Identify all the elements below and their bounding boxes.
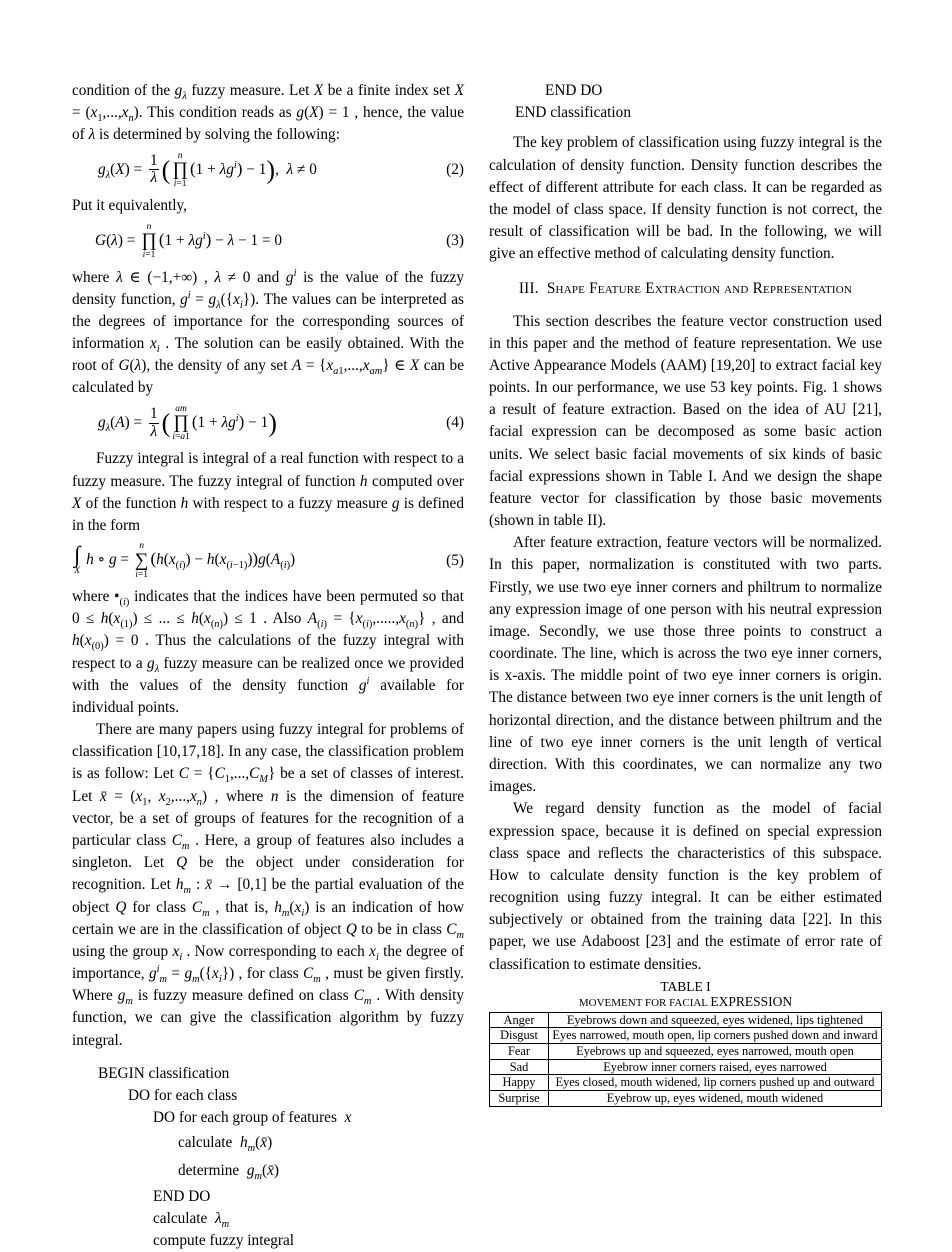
- section-heading-shape-feature: III. Shape Feature Extraction and Representation: [518, 280, 853, 298]
- paragraph-normalization: After feature extraction, feature vectors will be normalized. In this paper, normalization is constituted with two parts. Firstly, we use two eye inner corners and philtrum to normalize any expression image of one person with his neutral expression image. Secondly, we use those three points to construct a coordinate. The line, which is across the two eye inner corners, is x-axis. The middle point of two eye inner corners is origin. The distance between two eye inner corners is the unit length of horizontal direction, and the distance between philtrum and the line of two eye inner corners is the unit length of vertical direction. With this coordinates, we can normalize any two images.: [489, 534, 882, 796]
- paragraph-density-model: We regard density function as the model of facial expression space, because it is defined on special expression class space and reflects the characteristics of this subspace. How to calculate density function is the key problem of recognition using fuzzy integral. It can be either estimated subjectively or obtained from the training data [22]. In this paper, we use Adaboost [23] and the estimate of error rate of classification to estimate densities.: [489, 800, 882, 973]
- code-line-do-each-class: DO for each class: [128, 1086, 238, 1104]
- equation-4-number: (4): [446, 413, 464, 431]
- code-line-do-each-group: DO for each group of features x: [153, 1109, 352, 1127]
- pseudocode-continuation: [489, 80, 882, 124]
- cell-expression: Sad: [490, 1059, 549, 1075]
- paragraph-density-function: where λ ∈ (−1,+∞) , λ ≠ 0 and $g^i$ is the value of the fuzzy density function, $g^i = g_\lambda(\{x_i\})$. The values can be interpreted as the degrees of importance for the corresponding sources of information $x_i$ . The solution can be easily obtained. With the root of G(λ), the density of any set $A = \{x_{a1},...,x_{am}\}$ ∈ X can be calculated by: [72, 267, 464, 397]
- table1-caption-small: MOVEMENT FOR FACIAL: [578, 997, 708, 1010]
- paragraph-permuted-indices: where $•_{(i)}$ indicates that the indices have been permuted so that $0 \le h(x_{(1)})$ ≤ ... ≤ $h(x_{(n)}) \le 1$ . Also $A_{(i)} = \{x_{(i)},.....,x_{(n)}\}$ , and $h(x_{(0)}) = 0$ . Thus the calculations of the fuzzy integral with respect to a $g_\lambda$ fuzzy measure can be realized once we provided with the values of the density function $g^i$ available for individual points.: [72, 588, 465, 716]
- paragraph-key-problem: The key problem of classification using fuzzy integral is the calculation of density function. Density function describes the effect of different attribute for each class. It can be regarded as the model of class space. If density function is not correct, the result of classification will be bad. In the following, we will give an effective method of calculating density function.: [489, 134, 882, 263]
- cell-expression: Happy: [490, 1075, 549, 1091]
- cell-expression: Disgust: [490, 1028, 549, 1044]
- paragraph-classification-problem: There are many papers using fuzzy integral for problems of classification [10,17,18]. In any case, the classification problem is as follow: Let $C = \{C_1,...,C_M\}$ be a set of classes of interest. Let x̄ = ($x_1$, $x_2,...,x_n$) , where n is the dimension of feature vector, be a set of groups of features for the recognition of a particular class $C_m$ . Here, a group of features also includes a singleton. Let Q be the object under consideration for recognition. Let $h_m$ : x̄ → [0,1] be the partial evaluation of the object Q for class $C_m$ , that is, $h_m(x_i)$ is an indication of how certain we are in the classification of object Q to be in class $C_m$ using the group $x_i$ . Now corresponding to each $x_i$ the degree of importance, $g^i_m = g_m(\{x_i\})$ , for class $C_m$ , must be given firstly. Where $g_m$ is fuzzy measure defined on class $C_m$ . With density function, we can give the classification algorithm by fuzzy integral.: [72, 721, 465, 1049]
- equation-5-number: (5): [446, 551, 464, 569]
- cell-expression: Anger: [490, 1012, 549, 1028]
- equation-3: [72, 222, 464, 261]
- paragraph-feature-vector-construction: This section describes the feature vector construction used in this paper and the method of feature representation. We use Active Appearance Models (AAM) [19,20] to extract facial key points. In our performance, we use 53 key points. Fig. 1 shows a result of feature extraction. Based on the idea of AU [21], facial expression can be decomposed as some basic action units. We select basic facial movements of six kinds of basic facial expressions shown in Table I. And we design the shape feature vector for classification by those basic movements (shown in table II).: [489, 312, 882, 530]
- table-row-fear: [490, 1044, 882, 1060]
- equation-2: [72, 151, 464, 190]
- equation-5-body: ∫ X h ∘ g = n ∑ i=1 $(h(x_{(i)}) - h(x_{(i-1)}))g(A_{(i)})$: [74, 541, 296, 580]
- equation-3-number: (3): [446, 231, 464, 249]
- cell-expression: Surprise: [490, 1090, 549, 1106]
- cell-movement: Eyebrow up, eyes widened, mouth widened: [549, 1090, 882, 1106]
- cell-expression: Fear: [490, 1044, 549, 1060]
- cell-movement: Eyebrows up and squeezed, eyes narrowed, mouth open: [549, 1044, 882, 1060]
- equation-4: [72, 404, 464, 443]
- paragraph-fuzzy-measure-condition: condition of the $g_\lambda$ fuzzy measure. Let X be a finite index set $X = (x_1,...,x_n)$. This condition reads as g(X) = 1 , hence, the value of λ is determined by solving the following:: [72, 82, 465, 144]
- cell-movement: Eyes closed, mouth widened, lip corners pushed up and outward: [549, 1075, 882, 1091]
- equation-5: [72, 541, 464, 580]
- cell-movement: Eyebrow inner corners raised, eyes narrowed: [549, 1059, 882, 1075]
- table-row-surprise: [490, 1090, 882, 1106]
- equation-2-number: (2): [446, 160, 464, 178]
- table-row-happy: [490, 1075, 882, 1091]
- code-line-calculate-hm: calculate $h_m(x̄)$: [178, 1134, 273, 1155]
- left-column: [72, 80, 464, 1252]
- equation-2-body: $g_\lambda(X)$ = $\frac{1}{\lambda}$ ( n ∏ i=1 $(1 + \lambda g^i) - 1$), λ ≠ 0: [98, 150, 317, 189]
- code-line-determine-gm: determine $g_m(x̄)$: [178, 1162, 279, 1183]
- paragraph-fuzzy-integral-definition: Fuzzy integral is integral of a real function with respect to a fuzzy measure. The fuzzy integral of function h computed over X of the function h with respect to a fuzzy measure g is defined in the form: [72, 450, 464, 534]
- table1-caption-title: [489, 994, 882, 1010]
- code-line-end-do: END DO: [153, 1187, 211, 1205]
- pseudocode-block: [72, 1063, 464, 1252]
- code-line-end-classification: END classification: [515, 104, 631, 122]
- table-row-anger: [490, 1012, 882, 1028]
- cell-movement: Eyes narrowed, mouth open, lip corners pushed down and inward: [549, 1028, 882, 1044]
- table-row-sad: [490, 1059, 882, 1075]
- right-column: [489, 80, 882, 1107]
- code-line-compute-fuzzy-integral: compute fuzzy integral: [153, 1231, 295, 1249]
- equation-3-body: G(λ) = n ∏ i=1 $(1 + \lambda g^i) - \lambda - 1 = 0$: [95, 221, 283, 261]
- cell-movement: Eyebrows down and squeezed, eyes widened, lips tightened: [549, 1012, 882, 1028]
- code-line-begin-classification: BEGIN classification: [98, 1064, 230, 1082]
- table-row-disgust: [490, 1028, 882, 1044]
- table1-caption-label: TABLE I: [660, 978, 711, 994]
- table1-caption-large: EXPRESSION: [710, 994, 793, 1010]
- code-line-calculate-lambda: calculate $\lambda_m$: [153, 1209, 230, 1230]
- code-line-end-do-outer: END DO: [545, 82, 603, 99]
- equation-4-body: $g_\lambda(A)$ = $\frac{1}{\lambda}$ ( am ∏ i=a1 $(1 + \lambda g^i) - 1$): [98, 403, 277, 443]
- movement-table: [489, 1012, 882, 1107]
- paragraph-equivalently: Put it equivalently,: [72, 197, 187, 215]
